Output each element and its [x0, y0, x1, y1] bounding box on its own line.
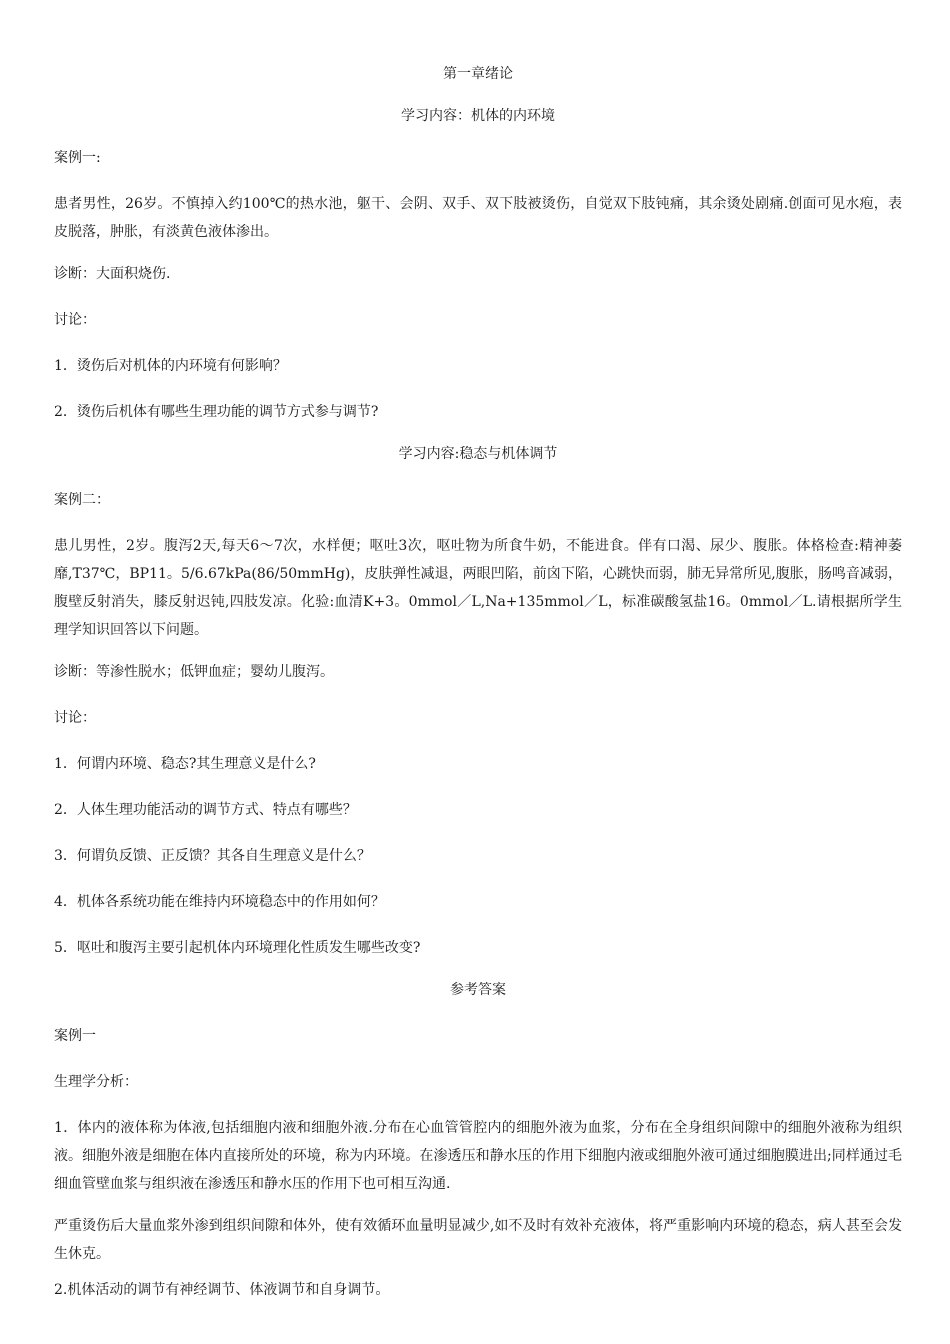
case1-diagnosis: 诊断：大面积烧伤. — [54, 266, 171, 282]
case2-discussion-label: 讨论： — [54, 710, 96, 726]
answers-paragraph-1: 1．体内的液体称为体液,包括细胞内液和细胞外液.分布在心血管管腔内的细胞外液为血浆，分布在全身组织间隙中的细胞外液称为组织液。细胞外液是细胞在体内直接所处的环境，称为内环境。在渗透压和静水压的作用下细胞内液或细胞外液可通过细胞膜进出;同样通过毛细血管壁血浆与组织液在渗透压和静水压的作用下也可相互沟通. — [54, 1120, 902, 1192]
case2-question-2: 2．人体生理功能活动的调节方式、特点有哪些？ — [54, 802, 357, 818]
case2-question-1: 1．何谓内环境、稳态?其生理意义是什么? — [54, 756, 316, 772]
answers-heading: 参考答案 — [450, 982, 506, 998]
answers-analysis-label: 生理学分析： — [54, 1074, 138, 1090]
case2-question-3: 3．何谓负反馈、正反馈？其各自生理意义是什么？ — [54, 848, 371, 864]
answers-paragraph-3: 2.机体活动的调节有神经调节、体液调节和自身调节。 — [54, 1282, 390, 1298]
case1-description: 患者男性，26岁。不慎掉入约100℃的热水池，躯干、会阴、双手、双下肢被烫伤，自觉双下肢钝痛，其余烫处剧痛.创面可见水疱，表皮脱落，肿胀，有淡黄色液体渗出。 — [54, 196, 902, 240]
case1-label: 案例一: — [54, 150, 101, 166]
case1-discussion-label: 讨论： — [54, 312, 96, 328]
chapter-title: 第一章绪论 — [443, 66, 513, 82]
case2-question-5: 5．呕吐和腹泻主要引起机体内环境理化性质发生哪些改变? — [54, 940, 421, 956]
case2-diagnosis: 诊断：等渗性脱水；低钾血症；婴幼儿腹泻。 — [54, 664, 334, 680]
case1-question-1: 1．烫伤后对机体的内环境有何影响？ — [54, 358, 287, 374]
case2-label: 案例二： — [54, 492, 110, 508]
section-heading-homeostasis: 学习内容:稳态与机体调节 — [398, 446, 558, 462]
answers-case-label: 案例一 — [54, 1028, 96, 1044]
case2-question-4: 4．机体各系统功能在维持内环境稳态中的作用如何？ — [54, 894, 385, 910]
case1-question-2: 2．烫伤后机体有哪些生理功能的调节方式参与调节? — [54, 404, 379, 420]
answers-paragraph-2: 严重烫伤后大量血浆外渗到组织间隙和体外，使有效循环血量明显减少,如不及时有效补充液体，将严重影响内环境的稳态，病人甚至会发生休克。 — [54, 1218, 902, 1262]
case2-description: 患儿男性，2岁。腹泻2天,每天6～7次，水样便；呕吐3次，呕吐物为所食牛奶，不能进食。伴有口渴、尿少、腹胀。体格检查:精神萎靡,T37℃，BP11。5/6.67kPa(86/50mmHg)，皮肤弹性减退，两眼凹陷，前囟下陷，心跳快而弱，肺无异常所见,腹胀，肠鸣音减弱，腹壁反射消失，膝反射迟钝,四肢发凉。化验:血清K+3。0mmol／L,Na+135mmol／L，标准碳酸氢盐16。0mmol／L.请根据所学生理学知识回答以下问题。 — [54, 538, 902, 638]
section-heading-internal-environment: 学习内容：机体的内环境 — [401, 108, 555, 124]
